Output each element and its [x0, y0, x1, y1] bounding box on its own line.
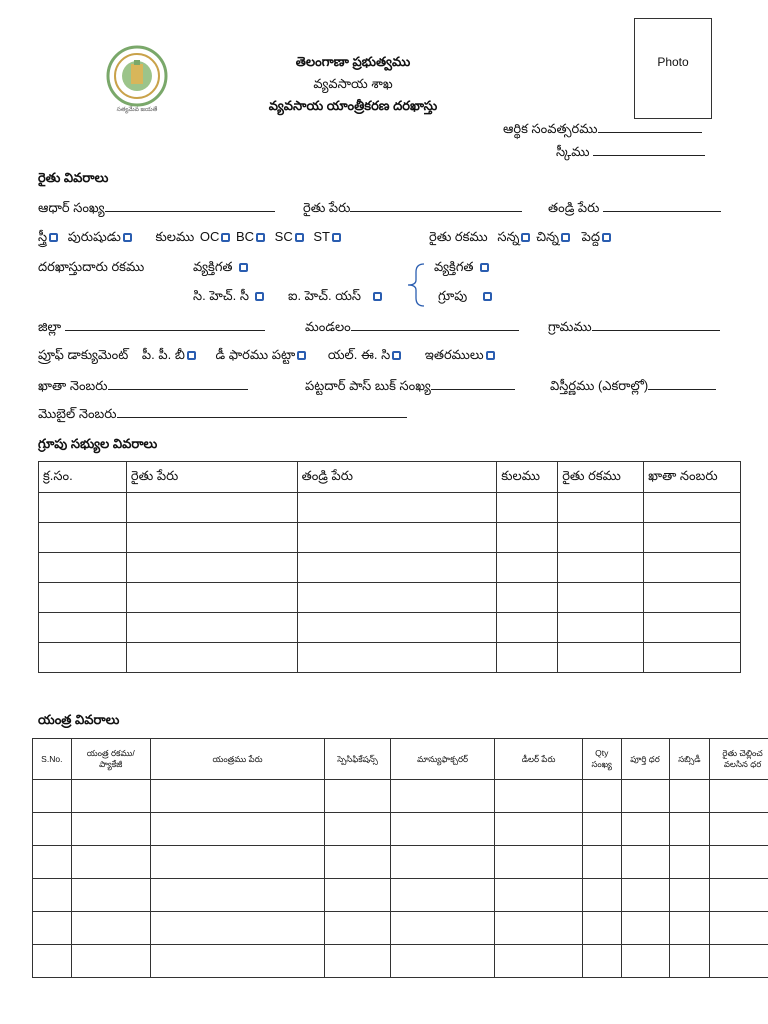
male-checkbox[interactable] [123, 233, 132, 242]
group-members-cell[interactable] [126, 613, 297, 643]
machinery-cell[interactable] [582, 813, 621, 846]
machinery-cell[interactable] [710, 945, 768, 978]
passbook-label: పట్టదార్ పాస్ బుక్ సంఖ్య [305, 378, 431, 393]
group-members-cell[interactable] [558, 583, 644, 613]
group-members-cell[interactable] [497, 583, 558, 613]
machinery-cell[interactable] [33, 912, 72, 945]
machinery-col-name: యంత్రము పేరు [150, 739, 324, 780]
photo-label: Photo [657, 55, 689, 69]
district-field[interactable] [38, 319, 265, 338]
machinery-cell[interactable] [33, 780, 72, 813]
father-name-field[interactable] [548, 200, 721, 219]
farmer-type-marginal-checkbox[interactable] [561, 233, 570, 242]
machinery-cell[interactable] [495, 912, 583, 945]
col-header-khata: ఖాతా నంబరు [644, 462, 741, 493]
scheme-label: స్కీము [556, 144, 590, 159]
proof-lec-label: యల్. ఈ. సి [327, 347, 391, 362]
khata-field[interactable] [38, 378, 248, 397]
group-members-cell[interactable] [497, 493, 558, 523]
group-members-row [39, 583, 741, 613]
individual-label: వ్యక్తిగత [193, 259, 233, 274]
machinery-cell[interactable] [495, 780, 583, 813]
proof-label: ప్రూఫ్ డాక్యుమెంట్ [38, 347, 129, 362]
chc-option [193, 288, 266, 307]
machinery-cell[interactable] [390, 846, 494, 879]
farmer-type-label: రైతు రకము [429, 229, 488, 244]
sub-individual-option [434, 259, 491, 278]
machinery-cell[interactable] [669, 879, 710, 912]
machinery-cell[interactable] [582, 945, 621, 978]
machinery-cell[interactable] [621, 846, 669, 879]
machinery-col-sno: S.No. [33, 739, 72, 780]
machinery-cell[interactable] [150, 879, 324, 912]
village-field[interactable] [548, 319, 720, 338]
machinery-cell[interactable] [71, 912, 150, 945]
machinery-cell[interactable] [669, 846, 710, 879]
machinery-table [32, 738, 768, 978]
machinery-cell[interactable] [71, 846, 150, 879]
machinery-cell[interactable] [621, 912, 669, 945]
caste-bc-checkbox[interactable] [256, 233, 265, 242]
group-members-cell[interactable] [126, 553, 297, 583]
chc-label: సి. హెచ్. సీ [193, 288, 250, 303]
aadhar-label: ఆధార్ సంఖ్య [38, 200, 105, 215]
machinery-cell[interactable] [390, 945, 494, 978]
machinery-title: యంత్ర వివరాలు [38, 712, 120, 727]
machinery-cell[interactable] [582, 912, 621, 945]
group-members-cell[interactable] [126, 523, 297, 553]
farmer-section-title: రైతు వివరాలు [38, 170, 109, 185]
machinery-cell[interactable] [150, 846, 324, 879]
proof-ppb-label: పీ. పీ. బీ [141, 347, 185, 362]
mobile-field[interactable] [38, 406, 407, 425]
group-label: గ్రూపు [438, 288, 468, 303]
machinery-cell[interactable] [710, 846, 768, 879]
machinery-cell[interactable] [582, 879, 621, 912]
ihs-option [288, 288, 384, 307]
financial-year-label: ఆర్థిక సంవత్సరము [503, 121, 598, 136]
group-members-cell[interactable] [39, 523, 127, 553]
machinery-col-subsidy: సబ్సిడీ [669, 739, 710, 780]
group-members-cell[interactable] [644, 523, 741, 553]
applicant-type-label: దరఖాస్తుదారు రకము [38, 259, 145, 274]
group-option [438, 288, 494, 307]
group-members-cell[interactable] [39, 643, 127, 673]
machinery-cell[interactable] [582, 846, 621, 879]
machinery-cell[interactable] [390, 879, 494, 912]
machinery-row [33, 945, 768, 978]
caste-st-checkbox[interactable] [332, 233, 341, 242]
machinery-cell[interactable] [390, 813, 494, 846]
scheme-field[interactable] [556, 144, 705, 163]
proof-lec-checkbox[interactable] [392, 351, 401, 360]
machinery-col-full-price: పూర్తి ధర [621, 739, 669, 780]
group-members-cell[interactable] [297, 643, 497, 673]
machinery-cell[interactable] [150, 813, 324, 846]
proof-ppb-checkbox[interactable] [187, 351, 196, 360]
machinery-cell[interactable] [495, 945, 583, 978]
machinery-cell[interactable] [71, 945, 150, 978]
machinery-cell[interactable] [710, 813, 768, 846]
page-title: వ్యవసాయ యాంత్రీకరణ దరఖాస్తు [268, 98, 438, 113]
male-label: పురుషుడు [67, 229, 121, 244]
caste-oc-label: OC [199, 229, 220, 244]
group-members-title: గ్రూపు సభ్యుల వివరాలు [38, 436, 158, 451]
farmer-type-large-label: పెద్ద [581, 229, 601, 244]
group-members-cell[interactable] [126, 643, 297, 673]
machinery-cell[interactable] [150, 945, 324, 978]
group-members-cell[interactable] [644, 583, 741, 613]
group-members-cell[interactable] [497, 523, 558, 553]
machinery-cell[interactable] [33, 813, 72, 846]
mandal-label: మండలం [305, 319, 351, 334]
farmer-type-small-checkbox[interactable] [521, 233, 530, 242]
machinery-col-farmer-share: రైతు చెల్లించ వలసిన ధర [710, 739, 768, 780]
district-label: జిల్లా [38, 319, 62, 334]
group-members-cell[interactable] [558, 493, 644, 523]
group-members-cell[interactable] [39, 583, 127, 613]
header-section: వ్యవసాయ శాఖ [313, 76, 393, 91]
passbook-field[interactable] [305, 378, 515, 397]
group-members-cell[interactable] [39, 613, 127, 643]
aadhar-field[interactable] [38, 200, 275, 219]
machinery-cell[interactable] [325, 813, 391, 846]
chc-checkbox[interactable] [255, 292, 264, 301]
extent-field[interactable] [550, 378, 716, 397]
machinery-cell[interactable] [669, 912, 710, 945]
machinery-cell[interactable] [150, 912, 324, 945]
machinery-cell[interactable] [669, 945, 710, 978]
caste-st-label: ST [313, 229, 330, 244]
machinery-col-dealer: డీలర్ పేరు [495, 739, 583, 780]
group-members-cell[interactable] [644, 643, 741, 673]
machinery-cell[interactable] [710, 879, 768, 912]
ihs-checkbox[interactable] [373, 292, 382, 301]
extent-label: విస్తీర్ణము (ఎకరాల్లో) [550, 378, 649, 393]
group-members-cell[interactable] [297, 613, 497, 643]
machinery-cell[interactable] [33, 879, 72, 912]
group-members-cell[interactable] [39, 493, 127, 523]
individual-option [193, 259, 250, 278]
machinery-cell[interactable] [71, 780, 150, 813]
machinery-cell[interactable] [710, 912, 768, 945]
group-members-cell[interactable] [558, 613, 644, 643]
farmer-type-large-checkbox[interactable] [602, 233, 611, 242]
group-members-cell[interactable] [497, 553, 558, 583]
group-members-cell[interactable] [297, 553, 497, 583]
group-members-cell[interactable] [558, 523, 644, 553]
machinery-cell[interactable] [621, 813, 669, 846]
group-members-row [39, 553, 741, 583]
group-members-cell[interactable] [297, 583, 497, 613]
group-members-cell[interactable] [297, 493, 497, 523]
group-members-cell[interactable] [644, 613, 741, 643]
farmer-type-marginal-label: చిన్న [536, 229, 560, 244]
machinery-col-qty: Qty సంఖ్య [582, 739, 621, 780]
machinery-cell[interactable] [71, 813, 150, 846]
individual-checkbox[interactable] [239, 263, 248, 272]
machinery-col-manufacturer: మాన్యుఫాక్చరర్ [390, 739, 494, 780]
machinery-col-specs: స్పెసిఫికేషన్స్ [325, 739, 391, 780]
group-members-cell[interactable] [126, 583, 297, 613]
caste-sc-label: SC [274, 229, 293, 244]
col-header-serial: క్ర.సం. [39, 462, 127, 493]
machinery-cell[interactable] [495, 846, 583, 879]
caste-sc-checkbox[interactable] [295, 233, 304, 242]
group-members-row [39, 643, 741, 673]
col-header-caste: కులము [497, 462, 558, 493]
proof-other-label: ఇతరములు [424, 347, 484, 362]
machinery-cell[interactable] [325, 879, 391, 912]
father-name-label: తండ్రి పేరు [548, 200, 600, 215]
group-members-row [39, 523, 741, 553]
group-members-cell[interactable] [558, 643, 644, 673]
group-members-row [39, 613, 741, 643]
ihs-label: ఐ. హెచ్. యస్ [288, 288, 362, 303]
machinery-cell[interactable] [710, 780, 768, 813]
village-label: గ్రామము [548, 319, 592, 334]
farmer-type-small-label: సన్న [497, 229, 520, 244]
machinery-cell[interactable] [325, 780, 391, 813]
female-label: స్త్రీ [38, 229, 48, 244]
machinery-cell[interactable] [621, 780, 669, 813]
machinery-row [33, 879, 768, 912]
machinery-col-type: యంత్ర రకము/ ప్యాకేజీ [71, 739, 150, 780]
sub-individual-checkbox[interactable] [480, 263, 489, 272]
machinery-cell[interactable] [325, 912, 391, 945]
sub-individual-label: వ్యక్తిగత [434, 259, 474, 274]
machinery-cell[interactable] [621, 945, 669, 978]
machinery-cell[interactable] [325, 945, 391, 978]
col-header-farmer-type: రైతు రకము [558, 462, 644, 493]
caste-bc-label: BC [235, 229, 255, 244]
mobile-label: మొబైల్ నెంబరు [38, 406, 117, 421]
col-header-father-name: తండ్రి పేరు [297, 462, 497, 493]
col-header-farmer-name: రైతు పేరు [126, 462, 297, 493]
machinery-row [33, 912, 768, 945]
machinery-cell[interactable] [325, 846, 391, 879]
machinery-cell[interactable] [495, 879, 583, 912]
farmer-type-row [429, 229, 613, 248]
machinery-cell[interactable] [669, 813, 710, 846]
photo-box[interactable] [634, 18, 712, 119]
machinery-cell[interactable] [495, 813, 583, 846]
proof-row [38, 347, 497, 366]
proof-dform-label: డీ ఫారము పట్టా [215, 347, 296, 362]
proof-other-checkbox[interactable] [486, 351, 495, 360]
group-members-cell[interactable] [558, 553, 644, 583]
group-members-cell[interactable] [497, 643, 558, 673]
female-checkbox[interactable] [49, 233, 58, 242]
machinery-row [33, 780, 768, 813]
khata-label: ఖాతా నెంబరు [38, 378, 108, 393]
machinery-cell[interactable] [669, 780, 710, 813]
curly-brace-icon [404, 262, 426, 311]
gender-caste-row [38, 229, 343, 248]
machinery-cell[interactable] [621, 879, 669, 912]
financial-year-field[interactable] [503, 121, 702, 140]
header-department: తెలంగాణా ప్రభుత్వము [295, 54, 411, 69]
group-members-cell[interactable] [497, 613, 558, 643]
mandal-field[interactable] [305, 319, 519, 338]
machinery-cell[interactable] [33, 945, 72, 978]
machinery-cell[interactable] [582, 780, 621, 813]
group-members-cell[interactable] [297, 523, 497, 553]
machinery-cell[interactable] [150, 780, 324, 813]
group-members-cell[interactable] [126, 493, 297, 523]
machinery-row [33, 813, 768, 846]
caste-label: కులము [155, 229, 195, 244]
group-members-cell[interactable] [39, 553, 127, 583]
machinery-row [33, 846, 768, 879]
machinery-cell[interactable] [390, 912, 494, 945]
caste-oc-checkbox[interactable] [221, 233, 230, 242]
farmer-name-field[interactable] [303, 200, 522, 219]
machinery-cell[interactable] [71, 879, 150, 912]
group-members-table [38, 461, 741, 673]
group-members-cell[interactable] [644, 553, 741, 583]
group-members-row [39, 493, 741, 523]
proof-dform-checkbox[interactable] [297, 351, 306, 360]
machinery-cell[interactable] [390, 780, 494, 813]
farmer-name-label: రైతు పేరు [303, 200, 351, 215]
group-checkbox[interactable] [483, 292, 492, 301]
group-members-cell[interactable] [644, 493, 741, 523]
machinery-cell[interactable] [33, 846, 72, 879]
emblem-caption: సత్యమేవ జయతే [116, 107, 158, 113]
